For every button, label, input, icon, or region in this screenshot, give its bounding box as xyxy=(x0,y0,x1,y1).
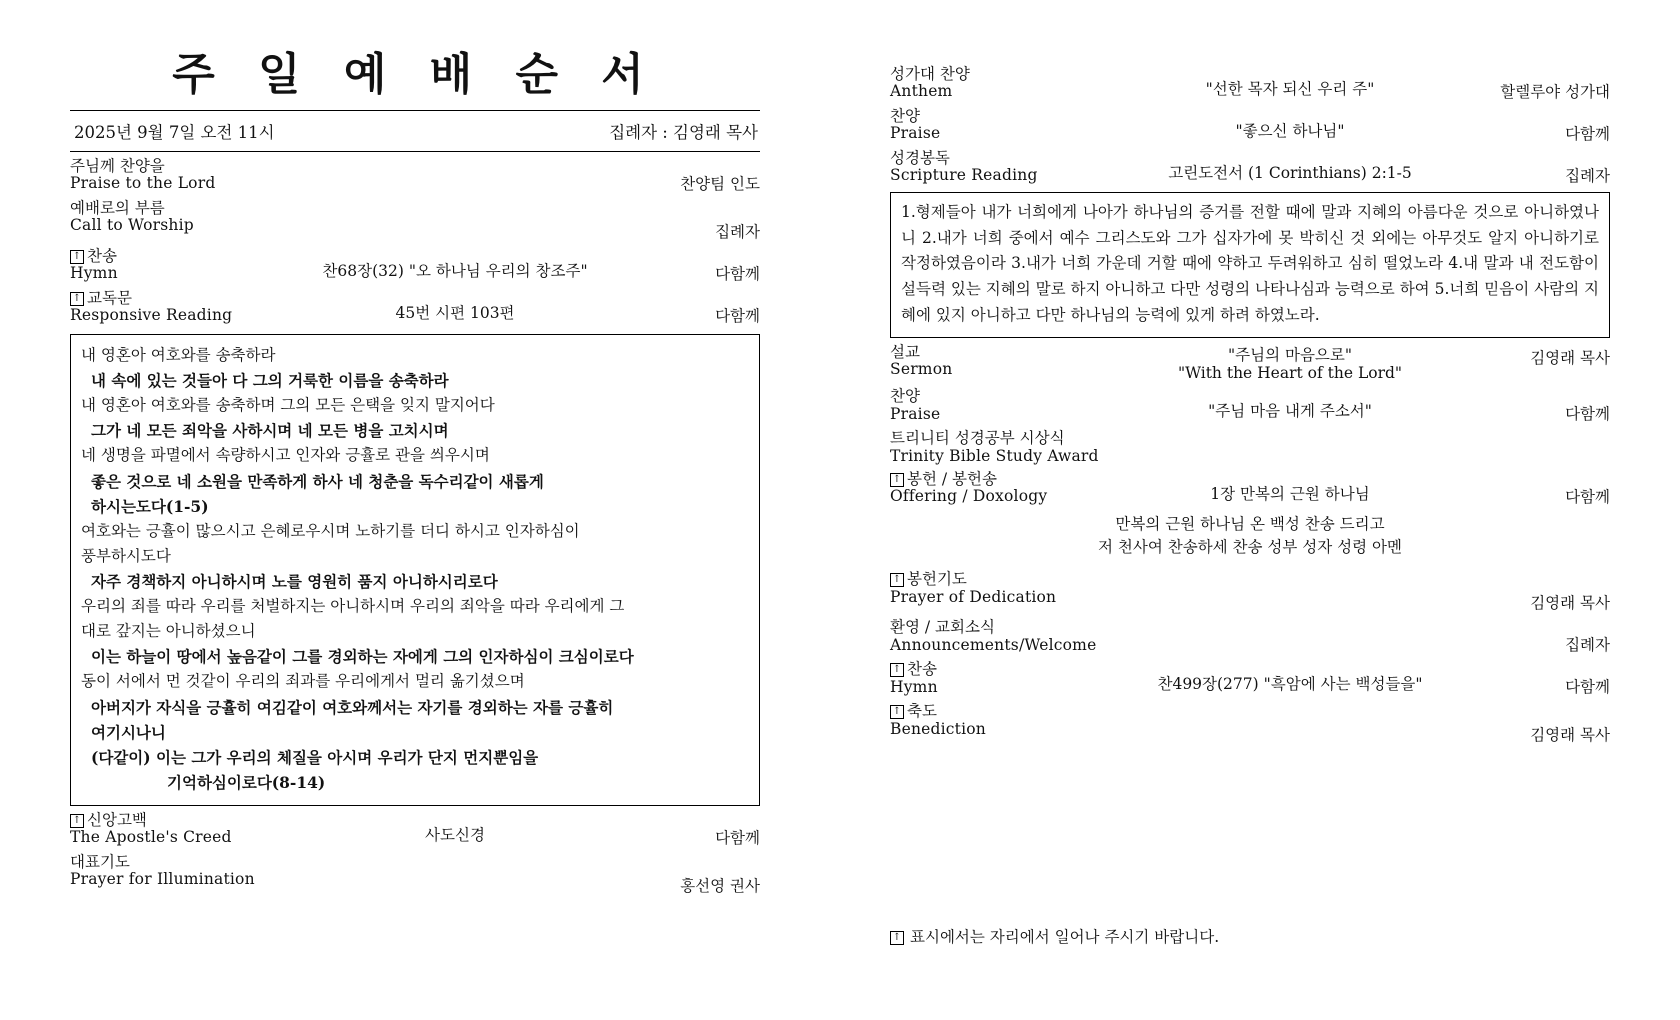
order-label-kr xyxy=(890,471,1100,488)
scripture-text: 1.형제들아 내가 너희에게 나아가 하나님의 증거를 전할 때에 말과 지혜의 아름다운 것으로 아니하였나니 2.내가 너희 중에서 예수 그리스도와 그가 십자가에 못 박히신 것 외에는 아무것도 알지 아니하기로 작정하였음이라 3.내가 너희 가운데 거할 때에 약하고 두려워하고 심히 떨었노라 4.내 말과 내 전도함이 설득력 있는 지혜의 말로 하지 아니하고 다만 성령의 나타나심과 능력으로 하여 5.너희 믿음이 사람의 지혜에 있지 아니하고 다만 하나님의 능력에 있게 하려 하였노라. xyxy=(901,203,1599,324)
sermon-title-kr: "주님의 마음으로" xyxy=(1228,345,1352,364)
reading-line: 네 생명을 파멸에서 속량하시고 인자와 긍휼로 관을 씌우시며 xyxy=(81,446,490,465)
scripture-box xyxy=(890,192,1610,338)
order-label-kr: 주님께 찬양을 xyxy=(70,157,165,175)
service-datebar xyxy=(70,111,760,152)
order-row xyxy=(890,661,1610,697)
stand-icon: ↑ xyxy=(70,250,84,264)
stand-icon: ↑ xyxy=(70,814,84,828)
order-person: 집례자 xyxy=(715,223,760,241)
order-labels xyxy=(890,388,1100,423)
order-row xyxy=(890,703,1610,745)
order-label-kr-text: 찬송 xyxy=(87,247,117,265)
order-label-kr xyxy=(890,661,1100,678)
reading-line: 여기시나니 xyxy=(91,722,166,742)
order-label-en: Call to Worship xyxy=(70,216,194,235)
order-person: 집례자 xyxy=(1565,167,1610,185)
sermon-title-en: "With the Heart of the Lord" xyxy=(1177,363,1403,382)
order-row xyxy=(70,200,760,242)
left-column xyxy=(70,20,760,896)
reading-line: 여호와는 긍휼이 많으시고 은혜로우시며 노하기를 더디 하시고 인자하심이 xyxy=(81,521,580,540)
order-detail: "주님 마음 내게 주소서" xyxy=(1208,402,1372,421)
reading-line: 자주 경책하지 아니하시며 노를 영원히 품지 아니하시리로다 xyxy=(91,571,498,591)
order-row xyxy=(70,158,760,194)
order-label-kr: 찬양 xyxy=(890,107,920,125)
order-label-en: Trinity Bible Study Award xyxy=(890,446,1099,465)
order-label-en: Sermon xyxy=(890,359,953,378)
order-label-kr: 설교 xyxy=(890,342,920,361)
order-labels xyxy=(890,571,1100,606)
reading-line: 아버지가 자식을 긍휼히 여김같이 여호와께서는 자기를 경외하는 자를 긍휼히 xyxy=(91,697,614,717)
stand-icon: ↑ xyxy=(890,663,904,677)
order-label-kr xyxy=(70,290,280,307)
order-detail: 45번 시편 103편 xyxy=(395,304,515,322)
order-row xyxy=(890,66,1610,102)
order-label-en: Hymn xyxy=(70,264,118,283)
order-label-en: Praise xyxy=(890,404,941,423)
order-row xyxy=(890,571,1610,613)
order-labels xyxy=(890,703,1100,738)
order-labels xyxy=(70,290,280,325)
service-date: 2025년 9월 7일 오전 11시 xyxy=(74,123,275,142)
page-title: 주 일 예 배 순 서 xyxy=(172,49,658,100)
reading-line: 내 속에 있는 것들아 다 그의 거룩한 이름을 송축하라 xyxy=(91,371,449,391)
order-person: 다함께 xyxy=(715,828,760,847)
doxology-line: 만복의 근원 하나님 온 백성 찬송 드리고 xyxy=(1115,514,1385,533)
order-label-kr: 트리니티 성경공부 시상식 xyxy=(890,429,1065,448)
responsive-reading-box xyxy=(70,334,760,806)
order-row xyxy=(890,150,1610,186)
order-label-kr: 대표기도 xyxy=(70,852,130,871)
order-label-kr: 예배로의 부름 xyxy=(70,199,165,217)
order-person: 김영래 목사 xyxy=(1530,594,1610,613)
order-person: 김영래 목사 xyxy=(1530,348,1610,367)
order-label-en: Scripture Reading xyxy=(890,166,1038,185)
order-detail: "좋으신 하나님" xyxy=(1235,122,1345,140)
order-label-en: Anthem xyxy=(890,82,953,101)
reading-line: 우리의 죄를 따라 우리를 처벌하지는 아니하시며 우리의 죄악을 따라 우리에게 그 xyxy=(81,597,625,616)
order-labels xyxy=(890,344,1100,379)
order-row xyxy=(70,812,760,848)
order-person xyxy=(1480,430,1610,444)
order-row xyxy=(70,854,760,896)
reading-line: 대로 갚지는 아니하셨으니 xyxy=(81,622,256,641)
stand-footnote xyxy=(890,925,1219,947)
order-label-kr xyxy=(70,812,280,829)
order-detail xyxy=(280,158,630,172)
reading-line: 그가 네 모든 죄악을 사하시며 네 모든 병을 고치시며 xyxy=(91,421,449,441)
order-detail xyxy=(280,200,630,214)
reading-line: 내 영혼아 여호와를 송축하며 그의 모든 은택을 잊지 말지어다 xyxy=(81,396,495,415)
order-label-en: Praise to the Lord xyxy=(70,174,216,193)
order-label-kr-text: 봉헌기도 xyxy=(907,570,967,589)
order-label-kr-text: 교독문 xyxy=(87,289,132,307)
reading-line: 이는 하늘이 땅에서 높음같이 그를 경외하는 자에게 그의 인자하심이 크심이로다 xyxy=(91,647,634,667)
order-labels xyxy=(70,200,280,235)
order-detail: 찬68장(32) "오 하나님 우리의 창조주" xyxy=(322,262,588,280)
order-person: 다함께 xyxy=(1565,678,1610,697)
order-labels xyxy=(890,619,1150,654)
order-label-kr xyxy=(890,703,1100,720)
order-detail: 사도신경 xyxy=(425,825,485,844)
order-detail: "선한 목자 되신 우리 주" xyxy=(1205,80,1375,98)
order-label-en: Offering / Doxology xyxy=(890,487,1048,506)
order-label-kr: 성가대 찬양 xyxy=(890,65,970,83)
order-person: 홍선영 권사 xyxy=(680,876,760,895)
order-labels xyxy=(890,66,1100,101)
order-label-kr: 찬양 xyxy=(890,387,920,406)
order-row xyxy=(890,388,1610,424)
order-label-kr-text: 신앙고백 xyxy=(87,810,147,829)
order-person: 할렐루야 성가대 xyxy=(1500,83,1610,101)
order-row xyxy=(70,248,760,284)
order-labels xyxy=(70,854,280,889)
order-detail xyxy=(1210,430,1480,444)
order-label-en: Responsive Reading xyxy=(70,306,233,325)
order-detail xyxy=(1100,344,1480,383)
order-label-kr xyxy=(70,248,280,265)
order-detail: 찬499장(277) "흑암에 사는 백성들을" xyxy=(1157,675,1423,694)
order-label-kr: 성경봉독 xyxy=(890,149,950,167)
order-labels xyxy=(70,158,280,193)
order-labels xyxy=(70,248,280,283)
stand-icon: ↑ xyxy=(890,473,904,487)
reading-line: (다같이) 이는 그가 우리의 체질을 아시며 우리가 단지 먼지뿐임을 xyxy=(91,747,539,767)
order-row xyxy=(890,619,1610,655)
order-person: 집례자 xyxy=(1565,636,1610,655)
reading-line: 동이 서에서 먼 것같이 우리의 죄과를 우리에게서 멀리 옮기셨으며 xyxy=(81,672,525,691)
doxology-text xyxy=(890,513,1610,560)
order-person: 찬양팀 인도 xyxy=(680,175,760,193)
order-person: 다함께 xyxy=(1565,487,1610,506)
reading-line: 풍부하시도다 xyxy=(81,546,171,565)
order-label-kr-text: 봉헌 / 봉헌송 xyxy=(907,469,997,488)
order-label-kr xyxy=(890,571,1100,588)
service-presider: 집례자 : 김영래 목사 xyxy=(609,123,758,142)
order-row xyxy=(890,344,1610,383)
right-column xyxy=(890,60,1610,745)
order-row xyxy=(890,471,1610,507)
reading-line: 내 영혼아 여호와를 송축하라 xyxy=(81,346,276,364)
order-label-en: Praise xyxy=(890,124,941,143)
order-person: 다함께 xyxy=(715,265,760,283)
order-detail: 고린도전서 (1 Corinthians) 2:1-5 xyxy=(1168,164,1412,182)
order-labels xyxy=(70,812,280,847)
order-person: 다함께 xyxy=(715,307,760,325)
order-detail xyxy=(1100,703,1480,717)
reading-line: 하시는도다(1-5) xyxy=(91,496,209,516)
order-label-kr: 환영 / 교회소식 xyxy=(890,618,995,637)
stand-icon: ↑ xyxy=(890,573,904,587)
order-person: 김영래 목사 xyxy=(1530,726,1610,745)
stand-icon: ↑ xyxy=(890,705,904,719)
order-person: 다함께 xyxy=(1565,125,1610,143)
order-label-en: Announcements/Welcome xyxy=(890,635,1097,654)
order-label-en: Prayer of Dedication xyxy=(890,587,1057,606)
order-label-en: Prayer for Illumination xyxy=(70,870,255,889)
order-label-en: Benediction xyxy=(890,719,986,738)
reading-line: 좋은 것으로 네 소원을 만족하게 하사 네 청춘을 독수리같이 새롭게 xyxy=(91,471,544,491)
order-labels xyxy=(890,471,1100,506)
order-label-en: Hymn xyxy=(890,677,938,696)
order-labels xyxy=(890,430,1210,465)
order-labels xyxy=(890,108,1100,143)
order-row xyxy=(890,108,1610,144)
order-labels xyxy=(890,150,1100,185)
order-detail: 1장 만복의 근원 하나님 xyxy=(1210,484,1370,503)
order-labels xyxy=(890,661,1100,696)
order-row xyxy=(70,290,760,326)
order-label-en: The Apostle's Creed xyxy=(70,828,232,847)
order-detail xyxy=(280,854,630,868)
order-label-kr-text: 찬송 xyxy=(907,660,937,679)
stand-icon: ↑ xyxy=(70,292,84,306)
reading-line: 기억하심이로다(8-14) xyxy=(167,772,326,792)
order-person: 다함께 xyxy=(1565,405,1610,424)
order-row xyxy=(890,430,1610,465)
stand-footnote-text: 표시에서는 자리에서 일어나 주시기 바랍니다. xyxy=(910,928,1220,946)
order-label-kr-text: 축도 xyxy=(907,702,937,721)
stand-icon: ↑ xyxy=(890,931,904,945)
order-detail xyxy=(1150,619,1480,633)
order-detail xyxy=(1100,571,1480,585)
doxology-line: 저 천사여 찬송하세 찬송 성부 성자 성령 아멘 xyxy=(1097,538,1402,557)
